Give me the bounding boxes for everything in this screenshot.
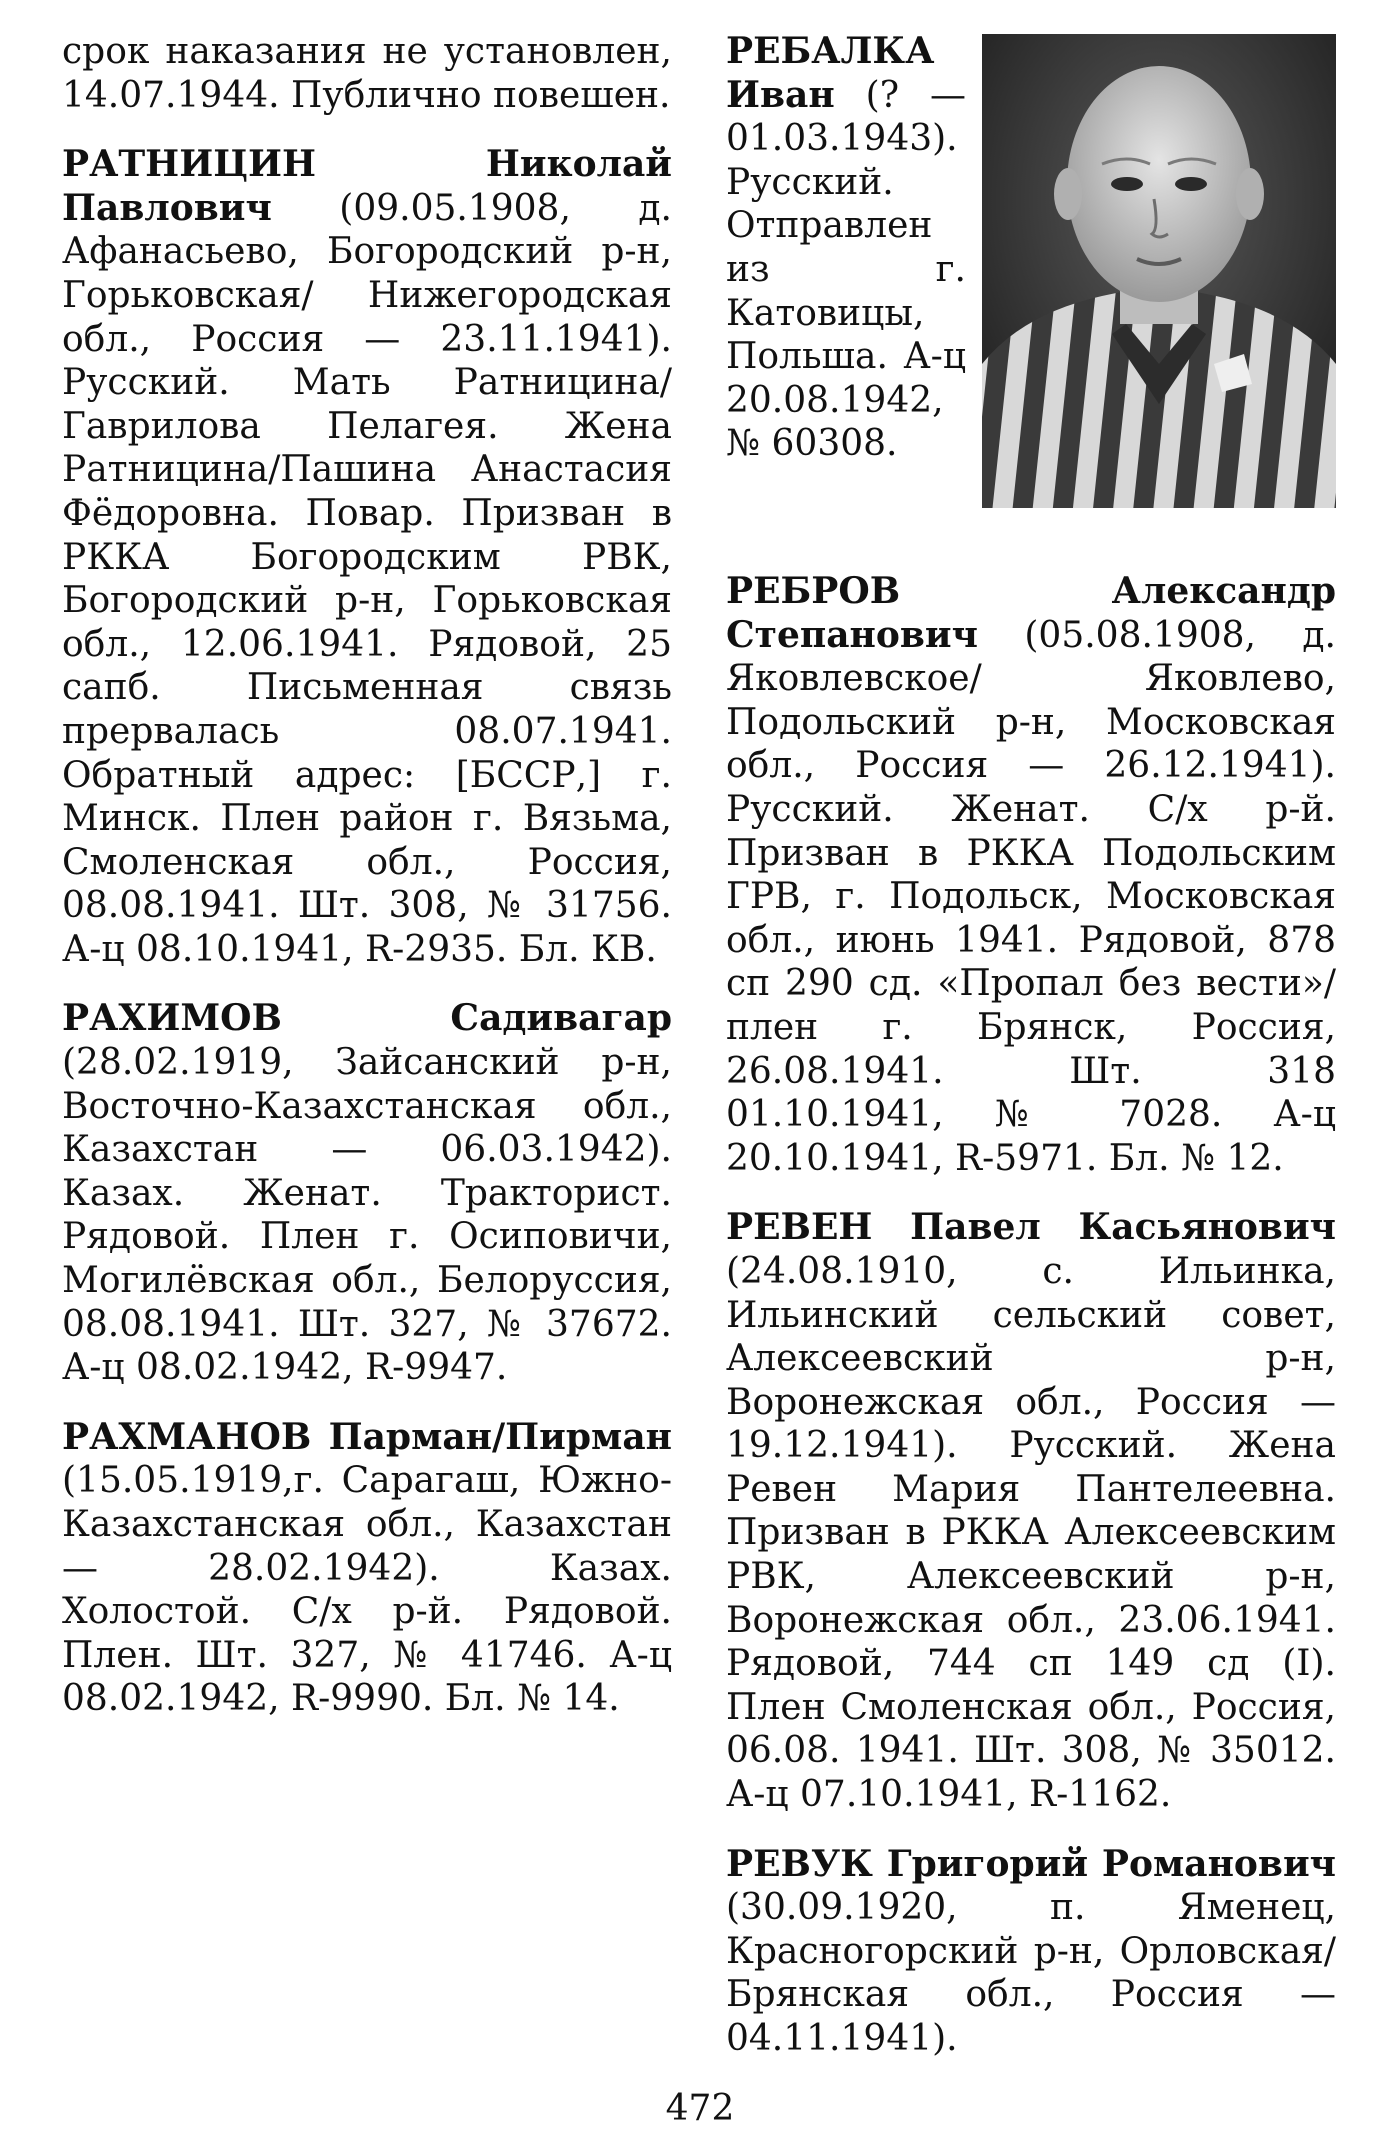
- entry-ratnitsin: [62, 143, 672, 971]
- entry-name: РАХИМОВ Садивагар: [62, 997, 672, 1040]
- entry-name: РЕВЕН Павел Касьянович: [726, 1206, 1336, 1249]
- entry-rakhmanov: [62, 1416, 672, 1721]
- entry-text: (30.09.1920, п. Яменец, Красногорский р-н, Орловская/Брянская обл., Россия — 04.11.1941).: [726, 1887, 1336, 2059]
- entry-rakhimov: [62, 997, 672, 1389]
- entry-name: РАХМАНОВ Парман/Пирман: [62, 1415, 672, 1458]
- entry-rebrov: [726, 570, 1336, 1180]
- entry-name: РАТНИЦИН Николай Павлович: [62, 143, 672, 229]
- entry-rebalka: [726, 30, 1336, 544]
- entry-text: (28.02.1919, Зайсанский р-н, Восточно-Казахстанская обл., Казахстан — 06.03.1942). Казах. Женат. Тракторист. Рядовой. Плен г. Осиповичи, Могилёвская обл., Белоруссия, 08.08.1941. Шт. 327, № 37672. А-ц 08.02.1942, R-9947.: [62, 1042, 672, 1389]
- entry-text: срок наказания не установлен, 14.07.1944. Публично повешен.: [62, 31, 672, 116]
- entry-text: (05.08.1908, д. Яковлевское/ Яковлево, Подольский р-н, Московская обл., Россия — 26.12.1941). Русский. Женат. С/х р-й. Призван в РККА Подольским ГРВ, г. Подольск, Московская обл., июнь 1941. Рядовой, 878 сп 290 сд. «Пропал без вести»/плен г. Брянск, Россия, 26.08.1941. Шт. 318 01.10.1941, № 7028. А-ц 20.10.1941, R-5971. Бл. № 12.: [726, 614, 1336, 1179]
- entry-continuation: [62, 30, 672, 117]
- page-number: 472: [665, 2088, 735, 2129]
- entry-text: (15.05.1919,г. Сарагаш, Южно-Казахстанская обл., Казахстан — 28.02.1942). Казах. Холостой. С/х р-й. Рядовой. Плен. Шт. 327, № 41746. А-ц 08.02.1942, R-9990. Бл. № 14.: [62, 1460, 672, 1720]
- entry-text: (? — 01.03.1943). Русский. Отправлен из г. Катовицы, Польша. А-ц 20.08.1942, № 60308.: [726, 74, 966, 465]
- entry-reven: [726, 1206, 1336, 1816]
- entry-name: РЕВУК Григорий Романович: [726, 1842, 1336, 1885]
- entry-text: (24.08.1910, с. Ильинка, Ильинский сельский совет, Алексеевский р-н, Воронежская обл., Россия — 19.12.1941). Русский. Жена Ревен Мария Пантелеевна. Призван в РККА Алексеевским РВК, Алексеевский р-н, Воронежская обл., 23.06.1941. Рядовой, 744 сп 149 сд (I). Плен Смоленская обл., Россия, 06.08. 1941. Шт. 308, № 35012. А-ц 07.10.1941, R-1162.: [726, 1250, 1336, 1816]
- portrait-photo: [982, 34, 1336, 508]
- entry-text: (09.05.1908, д. Афанасьево, Богородский р-н, Горьковская/ Нижегородская обл., Россия — 23.11.1941). Русский. Мать Ратницина/Гаврилова Пелагея. Жена Ратницина/Пашина Анастасия Фёдоровна. Повар. Призван в РККА Богородским РВК, Богородский р-н, Горьковская обл., 12.06.1941. Рядовой, 25 сапб. Письменная связь прервалась 08.07.1941. Обратный адрес: [БССР,] г. Минск. Плен район г. Вязьма, Смоленская обл., Россия, 08.08.1941. Шт. 308, № 31756. А-ц 08.10.1941, R-2935. Бл. КВ.: [62, 187, 672, 970]
- entry-revuk: [726, 1843, 1336, 2061]
- entry-name: РЕБАЛКА Иван: [726, 30, 935, 116]
- right-column: [726, 30, 1336, 2087]
- entry-name: РЕБРОВ Александр Степанович: [726, 570, 1336, 656]
- left-column: [62, 30, 672, 1747]
